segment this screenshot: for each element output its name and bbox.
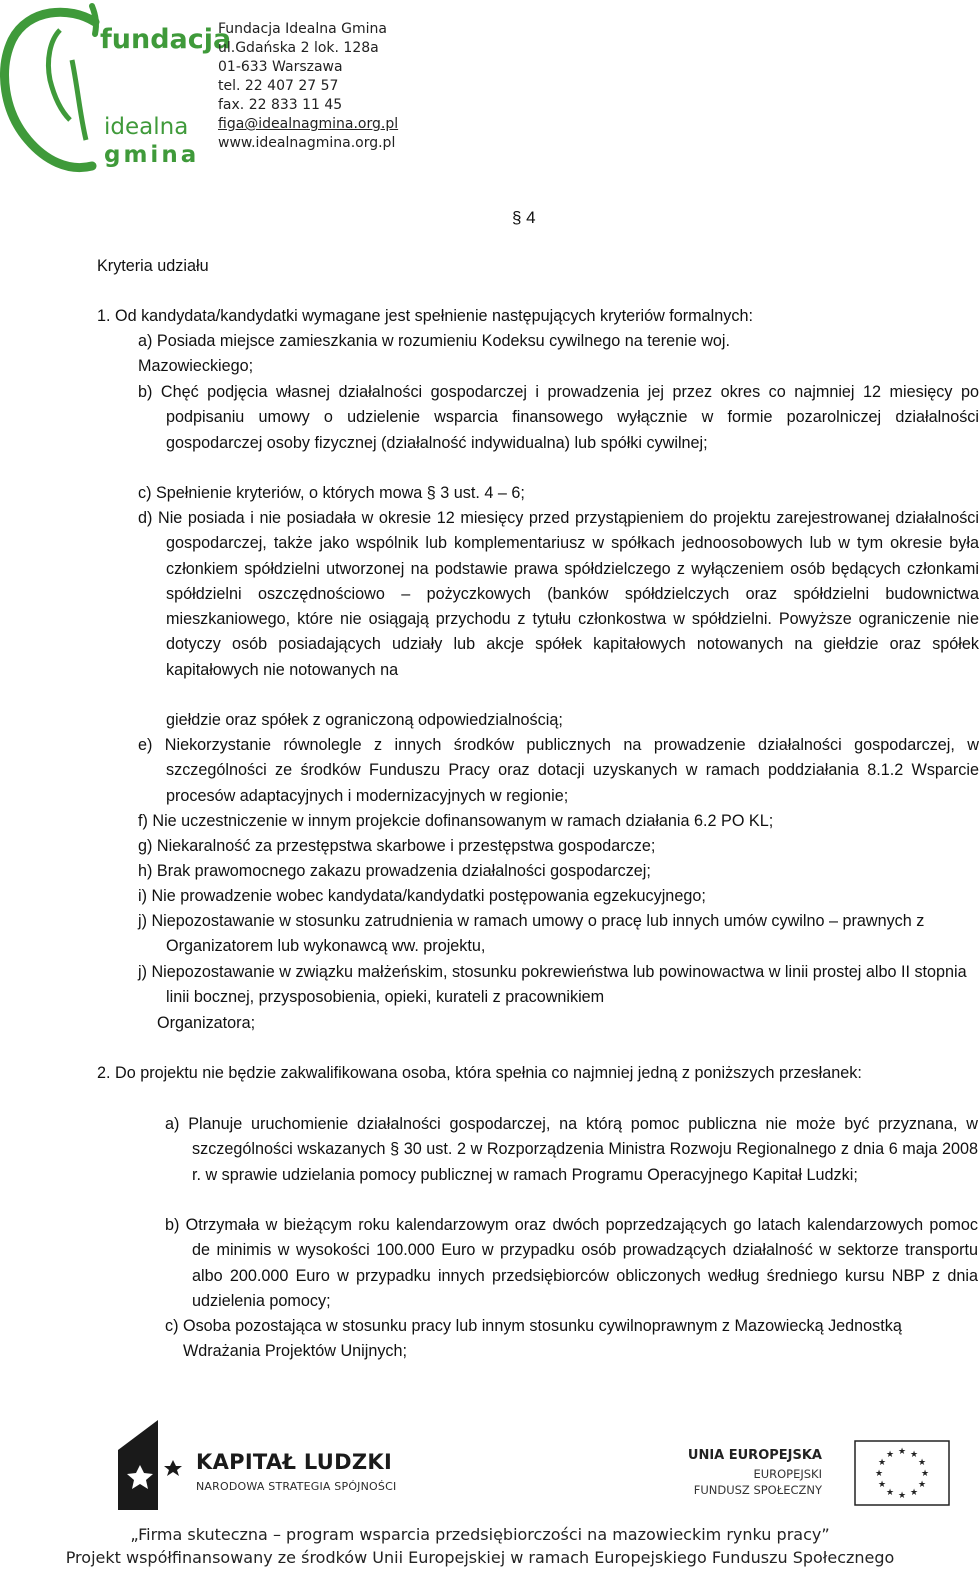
kapital-ludzki-emblem [118, 1420, 190, 1510]
point1-c: c) Spełnienie kryteriów, o których mowa § 3 ust. 4 – 6; [138, 484, 525, 502]
section-title: Kryteria udziału [97, 257, 209, 275]
svg-text:★: ★ [877, 1480, 887, 1490]
point1-b: b) Chęć podjęcia własnej działalności gospodarczej i prowadzenia jej przez okres co najmniej 12 miesięcy po podpisaniu umowy o udzielenie wsparcia finansowego wyłącznie w formie pozarolniczej działalności gospodarczej osoby fizycznej (działalność indywidualna) lub spółki cywilnej; [138, 383, 979, 452]
kl-subtitle: NARODOWA STRATEGIA SPÓJNOŚCI [196, 1480, 397, 1493]
svg-text:★: ★ [920, 1469, 930, 1479]
website-text: www.idealnagmina.org.pl [218, 135, 396, 151]
eu-flag-icon [854, 1440, 950, 1506]
point1-g: g) Niekaralność za przestępstwa skarbowe i przestępstwa gospodarcze; [138, 837, 656, 855]
project-title: „Firma skuteczna – program wsparcia przedsiębiorczości na mazowieckim rynku pracy” [130, 1525, 830, 1544]
svg-text:★: ★ [885, 1450, 895, 1460]
foundation-logo [0, 0, 232, 175]
point2-c: c) Osoba pozostająca w stosunku pracy lub innym stosunku cywilnoprawnym z Mazowiecką Jednostką Wdrażania Projektów Unijnych; [165, 1317, 902, 1361]
svg-text:★: ★ [877, 1458, 887, 1468]
svg-text:★: ★ [909, 1450, 919, 1460]
svg-text:★: ★ [885, 1488, 895, 1498]
contact-block [218, 20, 398, 153]
eu-title: UNIA EUROPEJSKA [687, 1448, 822, 1463]
point2-a: a) Planuje uruchomienie działalności gospodarczej, na którą pomoc publiczna nie może być przyznana, w szczególności wskazanych § 30 ust. 2 w Rozporządzenia Ministra Rozwoju Regionalnego z dnia 6 maja 2008 r. w sprawie udzielania pomocy publicznej w ramach Programu Operacyjnego Kapitał Ludzki; [165, 1115, 978, 1184]
svg-text:★: ★ [917, 1480, 927, 1490]
org-tel: tel. 22 407 27 57 [218, 78, 339, 94]
logo-text-fundacja: fundacja [100, 24, 232, 55]
point1-d-end: giełdzie oraz spółek z ograniczoną odpowiedzialnością; [166, 711, 563, 729]
svg-text:★: ★ [897, 1447, 907, 1457]
cofinancing-note: Projekt współfinansowany ze środków Unii Europejskiej w ramach Europejskiego Funduszu Społecznego [65, 1548, 895, 1567]
point1-e: e) Niekorzystanie równolegle z innych środków publicznych na prowadzenie działalności gospodarczej, w szczególności ze środków Funduszu Pracy oraz dotacji uzyskanych w ramach poddziałania 8.1.2 Wsparcie procesów adaptacyjnych i modernizacyjnych w regionie; [138, 736, 979, 805]
point1-h: h) Brak prawomocnego zakazu prowadzenia działalności gospodarczej; [138, 862, 651, 880]
eu-logo [660, 1440, 950, 1520]
kapital-ludzki-logo [118, 1420, 418, 1510]
point1-j2-end: Organizatora; [157, 1014, 256, 1032]
point1-d: d) Nie posiada i nie posiadała w okresie 12 miesięcy przed przystąpieniem do projektu zarejestrowanej działalności gospodarczej, także jako wspólnik lub komplementariusz w spółkach jednoosobowych lub w tym okresie była członkiem spółdzielni utworzonej na podstawie prawa spółdzielczego z wyłączeniem osób będących członkami spółdzielni oszczędnościowo – pożyczkowych (banków spółdzielczych oraz spółdzielni budownictwa mieszkaniowego, które nie osiągają przychodu z tytułu członkostwa w spółdzielni. Powyższe ograniczenie nie dotyczy osób posiadających udziały lub akcje spółek kapitałowych notowanych na giełdzie oraz spółek kapitałowych nie notowanych na [138, 509, 979, 679]
svg-text:★: ★ [909, 1488, 919, 1498]
kl-title: KAPITAŁ LUDZKI [196, 1450, 393, 1474]
point2-b: b) Otrzymała w bieżącym roku kalendarzowym oraz dwóch poprzedzających go latach kalendarzowych pomoc de minimis w wysokości 100.000 Euro w przypadku osób prowadzących działalność w sektorze transportu albo 200.000 Euro w przypadku innych przedsiębiorców obliczonych według średniego kursu NBP z dnia udzielenia pomocy; [165, 1216, 978, 1310]
eu-line3: FUNDUSZ SPOŁECZNY [693, 1483, 822, 1497]
point1-j1: j) Niepozostawanie w stosunku zatrudnienia w ramach umowy o pracę lub innych umów cywilno – prawnych z Organizatorem lub wykonawcą ww. projektu, [138, 912, 925, 956]
point1-a-line1: a) Posiada miejsce zamieszkania w rozumieniu Kodeksu cywilnego na terenie woj. [138, 332, 731, 350]
point1-i: i) Nie prowadzenie wobec kandydata/kandydatki postępowania egzekucyjnego; [138, 887, 706, 905]
org-city: 01-633 Warszawa [218, 59, 343, 75]
point1-intro: 1. Od kandydata/kandydatki wymagane jest spełnienie następujących kryteriów formalnych: [97, 307, 753, 325]
point1-j2: j) Niepozostawanie w związku małżeńskim, stosunku pokrewieństwa lub powinowactwa w linii prostej albo II stopnia linii bocznej, przysposobienia, opieki, kurateli z pracownikiem [138, 963, 967, 1007]
svg-text:★: ★ [917, 1458, 927, 1468]
org-name: Fundacja Idealna Gmina [218, 21, 387, 37]
eu-line2: EUROPEJSKI [753, 1467, 822, 1481]
section-number: § 4 [512, 208, 536, 227]
org-street: ul.Gdańska 2 lok. 128a [218, 40, 379, 56]
logo-text-idealna: idealna [104, 114, 189, 140]
logo-text-gmina: gmina [104, 142, 200, 168]
svg-text:★: ★ [874, 1469, 884, 1479]
point2-intro: 2. Do projektu nie będzie zakwalifikowana osoba, która spełnia co najmniej jedną z poniższych przesłanek: [97, 1064, 862, 1082]
org-fax: fax. 22 833 11 45 [218, 97, 343, 113]
svg-text:★: ★ [897, 1491, 907, 1501]
point1-a-line2: Mazowieckiego; [138, 357, 254, 375]
email-link[interactable]: figa@idealnagmina.org.pl [218, 116, 399, 132]
point1-f: f) Nie uczestniczenie w innym projekcie dofinansowanym w ramach działania 6.2 PO KL; [138, 812, 774, 830]
